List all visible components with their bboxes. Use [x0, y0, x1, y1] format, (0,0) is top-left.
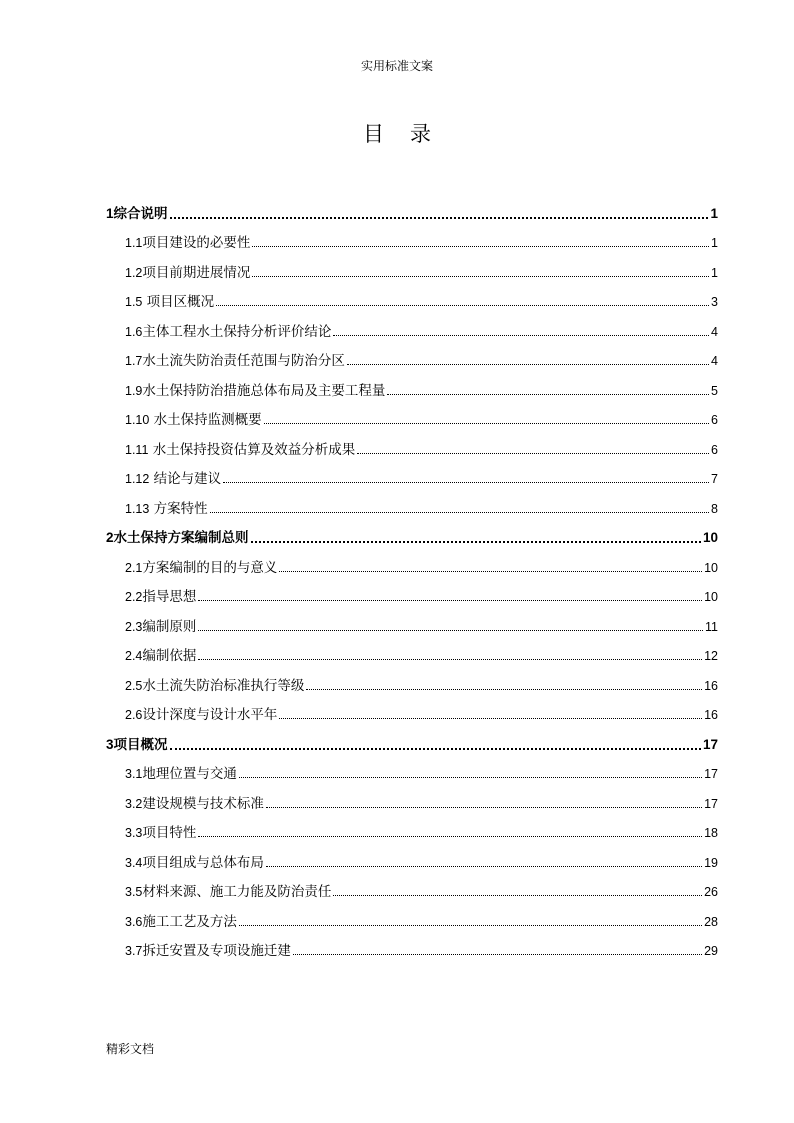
toc-section-entry[interactable] [106, 400, 718, 430]
toc-section-entry[interactable] [106, 429, 718, 459]
toc-entry-label [125, 500, 208, 518]
toc-entry-label [125, 323, 331, 341]
toc-entry-number: 1.9 [125, 383, 143, 398]
toc-entry-title: 方案特性 [149, 500, 208, 517]
toc-dot-leader [333, 895, 702, 896]
toc-page-number: 12 [704, 649, 718, 663]
toc-page-number: 6 [711, 442, 718, 457]
toc-dot-leader [198, 630, 703, 631]
toc-section-entry[interactable] [106, 459, 718, 489]
toc-page-number: 29 [704, 944, 718, 958]
toc-section-entry[interactable] [106, 636, 718, 666]
toc-entry-title: 水土流失防治责任范围与防治分区 [142, 353, 345, 369]
toc-entry-number: 1.12 [125, 472, 150, 486]
toc-entry-title: 结论与建议 [149, 471, 222, 487]
toc-entry-title: 指导思想 [142, 589, 197, 605]
toc-entry-label [125, 293, 214, 311]
toc-entry-label [125, 588, 196, 606]
toc-page-number: 1 [711, 265, 718, 280]
toc-dot-leader [251, 541, 701, 543]
toc-page-number: 28 [704, 914, 718, 929]
toc-entry-label [125, 795, 264, 813]
toc-entry-title: 方案编制的目的与意义 [142, 559, 278, 576]
toc-section-entry[interactable] [106, 842, 718, 872]
toc-section-entry[interactable] [106, 282, 718, 312]
toc-entry-label [125, 441, 355, 459]
toc-dot-leader [170, 748, 701, 750]
toc-section-entry[interactable] [106, 783, 718, 813]
toc-entry-number: 3.1 [125, 767, 143, 781]
toc-entry-label [125, 559, 277, 577]
toc-section-entry[interactable] [106, 901, 718, 931]
toc-entry-label [125, 470, 221, 488]
page-header: 实用标准文案 [360, 59, 433, 73]
toc-section-entry[interactable] [106, 695, 718, 725]
toc-page-number: 17 [704, 767, 718, 781]
toc-entry-number: 1.6 [125, 324, 143, 339]
toc-chapter-entry[interactable] [106, 518, 718, 548]
toc-page-number: 7 [711, 472, 718, 486]
toc-page-number: 17 [704, 796, 718, 811]
toc-page-number: 6 [711, 413, 718, 427]
toc-entry-title: 编制依据 [142, 648, 197, 664]
toc-entry-number: 2.6 [125, 708, 143, 722]
toc-page-number: 18 [704, 826, 718, 840]
toc-entry-number: 3.5 [125, 885, 143, 899]
toc-entry-number: 1.7 [125, 354, 143, 368]
toc-dot-leader [266, 866, 702, 867]
toc-entry-title: 水土保持监测概要 [149, 412, 262, 428]
toc-entry-number: 1.5 [125, 295, 143, 309]
toc-dot-leader [387, 394, 709, 395]
toc-dot-leader [306, 689, 702, 690]
toc-page-number: 5 [711, 383, 718, 398]
toc-entry-title: 建设规模与技术标准 [142, 795, 264, 812]
toc-section-entry[interactable] [106, 577, 718, 607]
toc-entry-title: 水土保持防治措施总体布局及主要工程量 [142, 382, 386, 399]
toc-page-number: 11 [705, 619, 718, 634]
toc-entry-number: 1.13 [125, 501, 150, 516]
toc-entry-number: 3.6 [125, 914, 143, 929]
toc-dot-leader [347, 364, 709, 365]
toc-entry-label [125, 824, 196, 842]
toc-entry-number: 3.4 [125, 855, 143, 870]
toc-entry-number: 1.10 [125, 413, 150, 427]
toc-dot-leader [264, 423, 709, 424]
toc-entry-title: 施工工艺及方法 [142, 913, 237, 930]
toc-entry-title: 编制原则 [142, 618, 197, 635]
toc-page-number: 1 [711, 236, 718, 250]
toc-dot-leader [216, 305, 709, 306]
page-footer: 精彩文档 [106, 1042, 155, 1056]
toc-entry-label [125, 706, 277, 724]
toc-dot-leader [266, 807, 702, 808]
toc-dot-leader [333, 335, 709, 336]
toc-entry-label [125, 382, 385, 400]
page-title: 目录 [363, 122, 457, 146]
toc-page-number: 8 [711, 501, 718, 516]
toc-page-number: 16 [704, 678, 718, 693]
toc-section-entry[interactable] [106, 665, 718, 695]
toc-entry-label [125, 411, 262, 429]
toc-section-entry[interactable] [106, 931, 718, 961]
toc-entry-number: 2.5 [125, 678, 143, 693]
toc-section-entry[interactable] [106, 488, 718, 518]
toc-entry-label [125, 352, 345, 370]
toc-entry-label [125, 913, 237, 931]
toc-dot-leader [357, 453, 709, 454]
toc-entry-title: 水土保持方案编制总则 [113, 530, 249, 546]
toc-entry-title: 项目概况 [113, 736, 168, 753]
toc-section-entry[interactable] [106, 311, 718, 341]
toc-entry-number: 1.1 [125, 236, 143, 250]
toc-section-entry[interactable] [106, 223, 718, 253]
toc-entry-label [106, 736, 168, 754]
toc-dot-leader [293, 954, 702, 955]
toc-section-entry[interactable] [106, 341, 718, 371]
toc-entry-number: 2.1 [125, 560, 143, 575]
toc-page-number: 10 [704, 560, 718, 575]
toc-entry-title: 综合说明 [113, 205, 168, 222]
toc-dot-leader [239, 925, 702, 926]
toc-page-number: 1 [710, 205, 718, 221]
toc-dot-leader [198, 600, 702, 601]
toc-section-entry[interactable] [106, 813, 718, 843]
toc-entry-title: 项目建设的必要性 [142, 235, 251, 251]
toc-entry-label [125, 234, 250, 252]
toc-chapter-entry[interactable] [106, 724, 718, 754]
toc-section-entry[interactable] [106, 754, 718, 784]
toc-dot-leader [170, 217, 709, 219]
toc-entry-number: 1.2 [125, 265, 143, 280]
toc-section-entry[interactable] [106, 606, 718, 636]
toc-entry-title: 水土流失防治标准执行等级 [142, 677, 305, 694]
toc-entry-label [106, 529, 249, 547]
toc-page-number: 4 [711, 354, 718, 368]
toc-entry-title: 拆迁安置及专项设施迁建 [142, 943, 291, 959]
toc-page-number: 10 [704, 590, 718, 604]
toc-entry-title: 项目组成与总体布局 [142, 854, 264, 871]
toc-entry-title: 水土保持投资估算及效益分析成果 [148, 441, 356, 458]
toc-entry-title: 材料来源、施工力能及防治责任 [142, 884, 332, 900]
toc-section-entry[interactable] [106, 547, 718, 577]
toc-page-number: 19 [704, 855, 718, 870]
toc-entry-label [125, 765, 237, 783]
toc-entry-label [125, 854, 264, 872]
toc-entry-number: 2.4 [125, 649, 143, 663]
toc-entry-title: 设计深度与设计水平年 [142, 707, 278, 723]
toc-chapter-entry[interactable] [106, 193, 718, 223]
toc-entry-label [125, 677, 304, 695]
toc-dot-leader [252, 246, 709, 247]
toc-entry-number: 1 [106, 205, 114, 221]
table-of-contents [106, 193, 718, 960]
toc-dot-leader [279, 718, 702, 719]
toc-entry-title: 主体工程水土保持分析评价结论 [142, 323, 332, 340]
toc-entry-label [106, 205, 168, 223]
toc-entry-number: 3.2 [125, 796, 143, 811]
toc-entry-label [125, 264, 250, 282]
toc-page-number: 3 [711, 295, 718, 309]
toc-entry-title: 项目区概况 [142, 294, 215, 310]
toc-dot-leader [198, 659, 702, 660]
toc-page-number: 17 [702, 736, 718, 752]
toc-section-entry[interactable] [106, 370, 718, 400]
toc-entry-number: 2.2 [125, 590, 143, 604]
toc-entry-label [125, 618, 196, 636]
toc-entry-number: 3.3 [125, 826, 143, 840]
toc-section-entry[interactable] [106, 252, 718, 282]
toc-dot-leader [279, 571, 702, 572]
toc-entry-title: 项目特性 [142, 825, 197, 841]
toc-entry-title: 项目前期进展情况 [142, 264, 251, 281]
toc-entry-number: 1.11 [125, 442, 149, 457]
toc-dot-leader [239, 777, 702, 778]
toc-entry-title: 地理位置与交通 [142, 766, 237, 782]
toc-page-number: 4 [711, 324, 718, 339]
toc-dot-leader [223, 482, 709, 483]
toc-section-entry[interactable] [106, 872, 718, 902]
toc-entry-label [125, 647, 196, 665]
toc-entry-number: 3 [106, 736, 114, 752]
toc-dot-leader [252, 276, 709, 277]
toc-entry-label [125, 942, 291, 960]
toc-entry-number: 2.3 [125, 619, 143, 634]
toc-dot-leader [210, 512, 709, 513]
toc-entry-label [125, 883, 331, 901]
toc-page-number: 26 [704, 885, 718, 899]
toc-entry-number: 3.7 [125, 944, 143, 958]
toc-page-number: 16 [704, 708, 718, 722]
toc-dot-leader [198, 836, 702, 837]
toc-entry-number: 2 [106, 530, 114, 545]
toc-page-number: 10 [702, 530, 718, 545]
